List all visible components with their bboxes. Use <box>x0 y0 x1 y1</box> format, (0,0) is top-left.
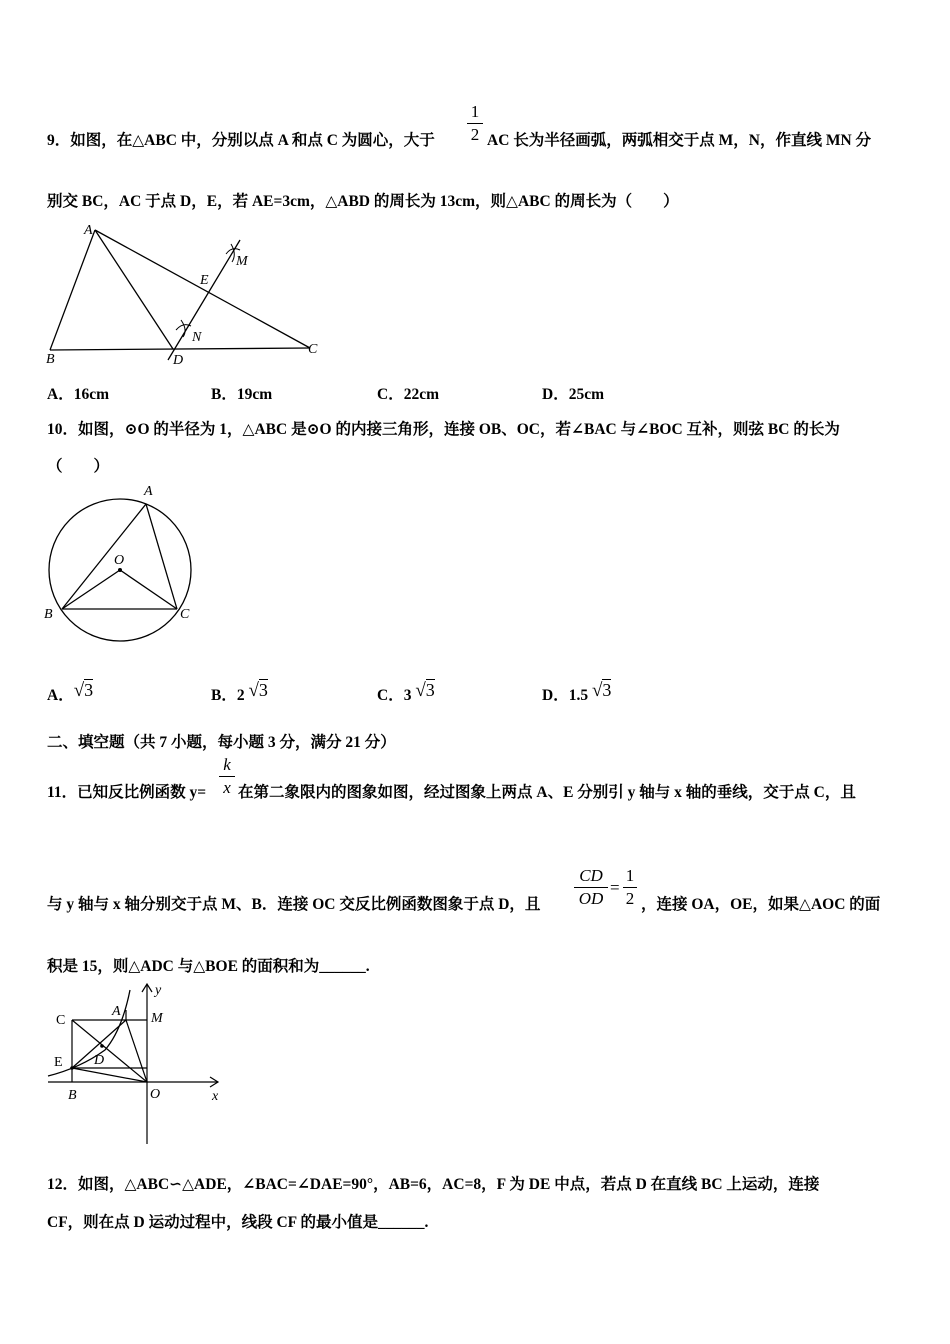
q10-label-b: B <box>44 607 53 622</box>
q9-line-mn <box>168 240 240 360</box>
q10-option-c-sqrt: √3 <box>415 680 435 701</box>
q10-option-d <box>542 680 611 705</box>
q11-frac-bar <box>219 776 235 777</box>
q10-option-d-prefix: D． <box>542 687 569 704</box>
q11-ratio-bar <box>574 887 608 888</box>
q11-label-y: y <box>155 983 162 998</box>
q9-label-d: D <box>173 353 184 368</box>
q10-label-o: O <box>114 553 125 568</box>
q10-option-a <box>47 680 93 705</box>
q9-option-d: D．25cm <box>542 386 604 403</box>
q11-segment-e <box>72 1068 147 1082</box>
q10-segment-oc <box>120 570 177 609</box>
q11-fraction <box>219 755 235 798</box>
q11-label-x: x <box>212 1089 219 1104</box>
q11-ratio-rhs <box>623 866 637 909</box>
q11-frac-den: x <box>223 778 231 797</box>
q10-option-c <box>377 680 435 705</box>
q10-option-b-radical: 3 <box>258 680 268 700</box>
q9-side-ac <box>95 230 310 348</box>
q11-frac-num: k <box>223 755 231 774</box>
q10-label-c: C <box>180 607 190 622</box>
q9-text-line1a: 9．如图，在△ABC 中，分别以点 A 和点 C 为圆心，大于 <box>47 132 435 149</box>
q11-ratio-rden: 2 <box>625 889 635 908</box>
q11-text-line2b: ，连接 OA，OE，如果△AOC 的面 <box>641 896 881 913</box>
q11-ratio-den: OD <box>578 889 604 908</box>
q9-frac-bar <box>467 123 483 124</box>
q9-frac-num: 1 <box>470 102 480 121</box>
q10-option-c-prefix: C． <box>377 687 404 704</box>
q11-label-c: C <box>56 1013 66 1028</box>
q10-option-b-prefix: B． <box>211 687 237 704</box>
q11-label-d: D <box>94 1053 105 1068</box>
q11-ratio-num: CD <box>579 866 603 885</box>
q10-option-d-radical: 3 <box>602 680 612 700</box>
q12-text-line1: 12．如图，△ABC∽△ADE，∠BAC=∠DAE=90°，AB=6，AC=8，F 为 DE 中点，若点 D 在直线 BC 上运动，连接 <box>47 1176 820 1193</box>
q11-ratio-rnum: 1 <box>625 866 635 885</box>
q11-point-d <box>100 1044 104 1048</box>
q9-option-c: C．22cm <box>377 386 439 403</box>
q10-option-c-coef: 3 <box>403 687 412 704</box>
q11-label-o: O <box>150 1087 161 1102</box>
q11-text-line1b: 在第二象限内的图象如图，经过图象上两点 A、E 分别引 y 轴与 x 轴的垂线，交于点 C，且 <box>238 784 856 801</box>
q9-text-line1b: AC 长为半径画弧，两弧相交于点 M，N，作直线 MN 分 <box>487 132 872 149</box>
q9-option-a: A．16cm <box>47 386 109 403</box>
q11-figure <box>40 980 230 1148</box>
q11-text-line2a: 与 y 轴与 x 轴分别交于点 M、B．连接 OC 交反比例函数图象于点 D，且 <box>47 896 541 913</box>
q10-option-a-radical: 3 <box>84 680 94 700</box>
q11-text-line3: 积是 15，则△ADC 与△BOE 的面积和为______. <box>47 958 370 975</box>
q9-label-m: M <box>236 254 248 269</box>
q10-side-ac <box>146 504 177 609</box>
q9-fraction <box>467 102 483 145</box>
q11-label-b: B <box>68 1088 77 1103</box>
q10-option-b-sqrt: √3 <box>248 680 268 701</box>
q9-side-bc <box>50 348 310 350</box>
q9-text-line2: 别交 BC，AC 于点 D，E，若 AE=3cm，△ABD 的周长为 13cm，则△ABC 的周长为（ ） <box>47 193 679 210</box>
q10-center-dot <box>118 568 122 572</box>
q11-ratio-eq: = <box>610 878 620 897</box>
q9-label-a: A <box>84 223 93 238</box>
q11-segment-oc <box>72 1020 147 1082</box>
q10-side-ab <box>62 504 146 609</box>
q9-label-b: B <box>46 352 55 367</box>
q12-text-line2: CF，则在点 D 运动过程中，线段 CF 的最小值是______. <box>47 1214 429 1231</box>
q11-point-e <box>70 1066 74 1070</box>
q9-figure <box>40 220 330 370</box>
q10-option-c-radical: 3 <box>425 680 435 700</box>
q10-label-a: A <box>144 484 153 499</box>
q9-segment-ad <box>95 230 173 349</box>
q10-option-b-coef: 2 <box>236 687 245 704</box>
q11-label-a: A <box>112 1004 121 1019</box>
q9-label-c: C <box>308 342 318 357</box>
q9-label-e: E <box>200 273 209 288</box>
q10-text-line2: （ ） <box>47 458 110 475</box>
q10-text-line1: 10．如图，⊙O 的半径为 1，△ABC 是⊙O 的内接三角形，连接 OB、OC，若∠BAC 与∠BOC 互补，则弦 BC 的长为 <box>47 421 840 438</box>
q10-option-b <box>211 680 268 705</box>
q10-option-a-sqrt: √3 <box>73 680 94 701</box>
q10-option-d-coef: 1.5 <box>568 687 589 704</box>
q10-segment-ob <box>62 570 120 609</box>
q11-ratio-fraction <box>574 866 608 909</box>
q10-figure <box>40 480 205 645</box>
q9-frac-den: 2 <box>470 125 480 144</box>
q9-side-ab <box>50 230 95 350</box>
q11-label-m: M <box>151 1011 163 1026</box>
q9-label-n: N <box>192 330 202 345</box>
q9-option-b: B．19cm <box>211 386 273 403</box>
q11-ratio-rbar <box>623 887 637 888</box>
q10-option-a-prefix: A． <box>47 687 74 704</box>
q11-label-e: E <box>54 1055 63 1070</box>
q10-option-d-sqrt: √3 <box>591 680 612 701</box>
section-heading: 二、填空题（共 7 小题，每小题 3 分，满分 21 分） <box>47 734 396 751</box>
q11-text-line1a: 11．已知反比例函数 y= <box>47 784 207 801</box>
